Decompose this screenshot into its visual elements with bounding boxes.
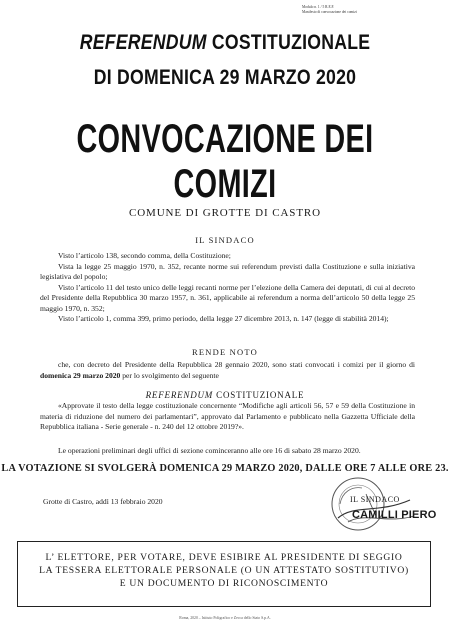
signature-title: IL SINDACO (350, 495, 400, 504)
visto-paragraph: Visto l’articolo 11 del testo unico delle leggi recanti norme per l’elezione della Camera dei deputati, di cui al decreto del Presidente della Repubblica 30 marzo 1957, n. 361, applicabile ai referendum a norma dell’articolo 50 della legge 25 maggio 1970, n. 352; (40, 282, 415, 313)
voter-notice-line: L’ ELETTORE, PER VOTARE, DEVE ESIBIRE AL PRESIDENTE DI SEGGIO (45, 552, 403, 563)
title-line-1 (36, 31, 414, 55)
visti-section (40, 251, 415, 325)
rende-noto-heading: RENDE NOTO (192, 347, 258, 357)
voter-notice-line: LA TESSERA ELETTORALE PERSONALE (O UN ATTESTATO SOSTITUTIVO) (39, 565, 409, 576)
voter-notice-line: E UN DOCUMENTO DI RICONOSCIMENTO (119, 578, 329, 589)
printer-footer: Roma, 2020 – Istituto Poligrafico e Zecca dello Stato S.p.A. (179, 616, 271, 620)
page-title: CONVOCAZIONE DEI COMIZI (76, 117, 374, 206)
referendum-heading-rest: COSTITUZIONALE (213, 390, 305, 400)
form-code-description: Manifesto di convocazione dei comizi (302, 9, 357, 14)
sindaco-heading: IL SINDACO (195, 235, 255, 245)
announcement-date: domenica 29 marzo 2020 (40, 370, 121, 380)
comune-name: COMUNE DI GROTTE DI CASTRO (128, 207, 322, 219)
announcement-paragraph (40, 360, 415, 381)
form-code-line: Modulo n. 1 / 5 R.E.F. (302, 5, 335, 9)
referendum-heading (0, 390, 450, 400)
announcement-text-end: per lo svolgimento del seguente (120, 370, 219, 380)
quesito-text: «Approvate il testo della legge costituzionale concernente “Modifiche agli articoli 56, 57 e 59 della Costituzione in materia di riduzione del numero dei parlamentari”, approvato dal Parlamento e pubblicato nella Gazzetta Ufficiale della Repubblica italiana - Serie generale - n. 240 del 12 ottobre 2019?». (40, 401, 415, 431)
visto-paragraph: Visto l’articolo 138, secondo comma, della Costituzione; (58, 251, 231, 260)
title-costituzionale-word: COSTITUZIONALE (206, 31, 371, 54)
votazione-statement: LA VOTAZIONE SI SVOLGERÀ DOMENICA 29 MARZO 2020, DALLE ORE 7 ALLE ORE 23. (1, 463, 449, 474)
visto-paragraph: Visto l’articolo 1, comma 399, primo periodo, della legge 27 dicembre 2013, n. 147 (legge di stabilità 2014); (58, 314, 389, 323)
title-line-2: DI DOMENICA 29 MARZO 2020 (93, 66, 357, 89)
signature-name: CAMILLI PIERO (352, 509, 437, 521)
operazioni-text: Le operazioni preliminari degli uffici di sezione cominceranno alle ore 16 di sabato 28 marzo 2020. (58, 446, 361, 455)
place-and-date: Grotte di Castro, addì 13 febbraio 2020 (43, 497, 163, 506)
referendum-heading-italic: REFERENDUM (145, 390, 214, 400)
title-referendum-word: REFERENDUM (79, 31, 207, 54)
official-stamp-and-signature (318, 474, 418, 534)
visto-paragraph: Vista la legge 25 maggio 1970, n. 352, recante norme sui referendum previsti dalla Costituzione e sulla iniziativa legislativa del popolo; (40, 261, 415, 281)
operazioni-paragraph (40, 446, 415, 457)
quesito-paragraph (40, 401, 415, 433)
form-code (302, 5, 432, 14)
voter-notice-box (17, 541, 431, 607)
announcement-text: che, con decreto del Presidente della Repubblica 28 gennaio 2020, sono stati convocati i comizi per il giorno di (58, 360, 415, 369)
